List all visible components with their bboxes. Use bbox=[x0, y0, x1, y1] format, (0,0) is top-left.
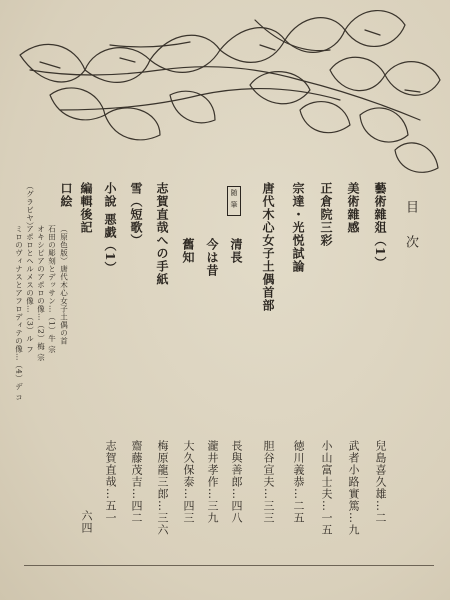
floral-illustration bbox=[0, 0, 450, 175]
plate-item[interactable]: アポロとヘルメスの像…（3）ル フ bbox=[25, 225, 35, 354]
section-label-box: 随筆 bbox=[227, 186, 241, 216]
toc-entry-author: 兒島喜久雄…二 bbox=[374, 440, 387, 524]
toc-entry-title[interactable]: 今は昔 bbox=[205, 238, 219, 277]
bottom-rule bbox=[24, 565, 434, 566]
toc-entry-author: 武者小路實篤…九 bbox=[347, 440, 360, 536]
toc-entry-title[interactable]: 小說 悪戯（1） bbox=[103, 182, 117, 275]
toc-entry-author: 梅原龍三郎…三六 bbox=[156, 440, 169, 536]
toc-entry-page: 六四 bbox=[80, 510, 93, 534]
plate-item[interactable]: オキシピアのアポロの像…（2）梅 宗 bbox=[36, 225, 46, 362]
gravure-label: （グラビヤ） bbox=[25, 182, 35, 230]
toc-entry-author: 瀧井孝作…三九 bbox=[206, 440, 219, 524]
toc-entry-title[interactable]: 清長 bbox=[229, 238, 243, 264]
toc-entry-title[interactable]: 美術雜感 bbox=[346, 182, 360, 234]
toc-entry-title[interactable]: 正倉院三彩 bbox=[319, 182, 333, 247]
toc-entry-author: 齋藤茂吉…四二 bbox=[130, 440, 143, 524]
toc-entry-author: 徳川義恭…二五 bbox=[292, 440, 305, 524]
toc-entry-author: 志賀直哉…五一 bbox=[104, 440, 117, 524]
plate-item[interactable]: ミロのヴィナスとアフロディテの像…（4）デ コ bbox=[14, 225, 24, 402]
plate-item[interactable]: 石田の彫刻とデッサン…（1）牛 宗 bbox=[47, 225, 57, 354]
toc-entry-author: 胆谷宣夫…三三 bbox=[262, 440, 275, 524]
toc-entry-title[interactable]: 唐代木心女子土偶首部 bbox=[261, 182, 275, 312]
toc-entry-author: 長與善郎…四八 bbox=[230, 440, 243, 524]
toc-entry-title[interactable]: 舊知 bbox=[181, 238, 195, 264]
toc-title: 目次 bbox=[403, 200, 418, 270]
toc-entry-title[interactable]: 藝術雜爼（1） bbox=[373, 182, 387, 270]
frontispiece-note: （原色版）唐代木心女子土偶の首 bbox=[59, 225, 69, 345]
toc-entry-title[interactable]: 宗達・光悦試論 bbox=[291, 182, 305, 273]
toc-entry-title[interactable]: 編輯後記 bbox=[79, 182, 93, 234]
toc-entry-author: 大久保泰…四三 bbox=[182, 440, 195, 524]
toc-entry-title[interactable]: 志賀直哉への手紙 bbox=[155, 182, 169, 286]
frontispiece-title[interactable]: 口絵 bbox=[59, 182, 73, 208]
toc-entry-author: 小山富士夫…一五 bbox=[320, 440, 333, 536]
toc-entry-title[interactable]: 雪（短歌） bbox=[129, 182, 143, 247]
